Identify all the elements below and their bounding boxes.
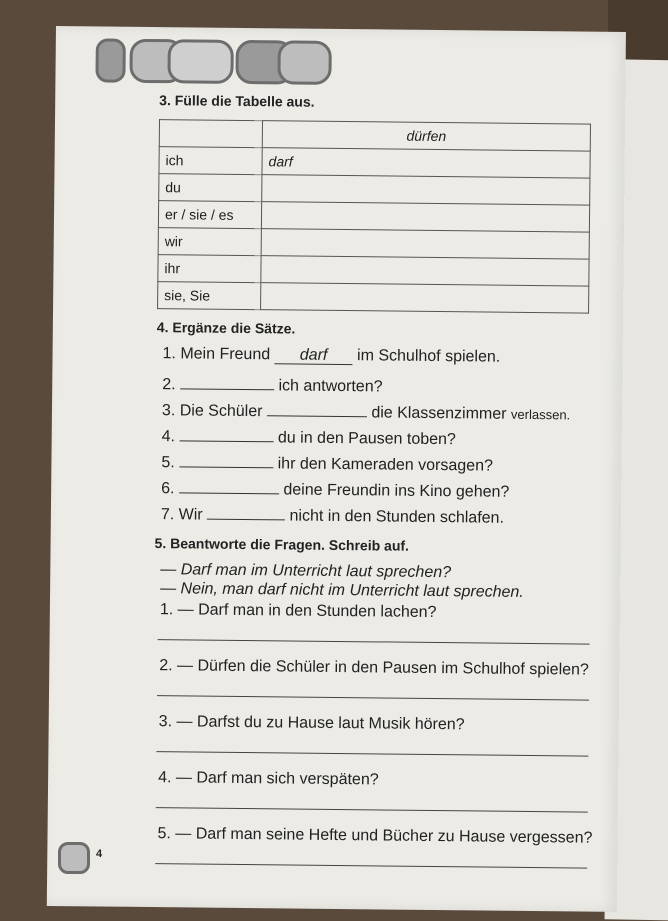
pronoun-cell: er / sie / es [158,201,261,229]
decor-shape [95,38,125,82]
fill-blank[interactable] [267,398,367,417]
conjugation-table [157,119,591,314]
answer-line[interactable] [156,807,588,813]
answer-cell[interactable] [261,256,589,286]
table-row [158,282,589,314]
table-header-verb: dürfen [262,121,590,151]
fill-blank[interactable] [179,475,279,494]
sentence-start: 7. Wir [160,506,203,524]
answer-cell[interactable] [262,175,590,205]
answer-cell[interactable] [261,229,589,259]
fill-blank[interactable] [179,423,273,442]
sentence-start: 2. [162,376,176,394]
question: 2. — Dürfen die Schüler in den Pausen im Schulhof spielen? [159,657,589,679]
answer-line[interactable] [158,639,590,645]
pronoun-cell: sie, Sie [158,282,261,310]
sentence-end: ich antworten? [278,377,383,396]
page-number: 4 [96,848,103,860]
sentence-end: du in den Pausen toben? [277,429,456,449]
example-question: — Darf man im Unterricht laut sprechen? [160,561,452,582]
exercise-5-title: 5. Beantworte die Fragen. Schreib auf. [154,535,410,554]
workbook-page [47,26,626,912]
answer-line[interactable] [155,863,587,869]
answer-cell[interactable] [261,283,589,313]
sentence-end-small: verlassen. [510,406,571,423]
decor-shape [167,39,233,84]
question: 1. — Darf man in den Stunden lachen? [159,601,437,622]
sentence-line [161,449,493,475]
sentence-start: 6. [161,480,175,498]
sentence-line [162,345,500,367]
sentence-line [161,501,504,528]
answer-line[interactable] [156,751,588,757]
sentence-end: im Schulhof spielen. [356,347,501,366]
sentence-end: nicht in den Stunden schlafen. [289,507,505,527]
answer-cell[interactable] [261,202,589,232]
sentence-start: 1. Mein Freund [162,345,271,364]
pronoun-cell: ich [159,147,262,175]
answer-line[interactable] [157,695,589,701]
question: 5. — Darf man seine Hefte und Bücher zu Hause vergessen? [157,825,593,847]
fill-blank[interactable]: darf [275,346,353,365]
fill-blank[interactable] [179,449,273,468]
answer-cell[interactable]: darf [262,148,590,178]
sentence-start: 5. [161,454,175,472]
sentence-line [162,423,456,449]
page-number-badge [58,842,90,874]
sentence-line [162,397,570,424]
sentence-line [162,371,383,396]
fill-blank[interactable] [180,371,274,390]
pronoun-cell: ihr [158,255,261,283]
question: 4. — Darf man sich verspäten? [158,769,379,789]
sentence-end: ihr den Kameraden vorsagen? [277,455,494,475]
exercise-3-title: 3. Fülle die Tabelle aus. [159,92,315,110]
sentence-start: 4. [161,428,176,446]
sentence-end: deine Freundin ins Kino gehen? [283,481,510,501]
pronoun-cell: wir [158,228,261,256]
sentence-start: 3. Die Schüler [161,402,263,421]
exercise-4-title: 4. Ergänze die Sätze. [156,319,296,337]
sentence-end: die Klassenzimmer [371,404,507,423]
question: 3. — Darfst du zu Hause laut Musik hören? [158,713,465,734]
pronoun-cell: du [159,174,262,202]
fill-blank[interactable] [207,502,285,521]
example-answer: — Nein, man darf nicht im Unterricht laut sprechen. [160,580,524,601]
table-corner-cell [159,120,262,148]
header-decoration [95,38,355,81]
sentence-line [161,475,509,502]
decor-shape [277,40,331,85]
